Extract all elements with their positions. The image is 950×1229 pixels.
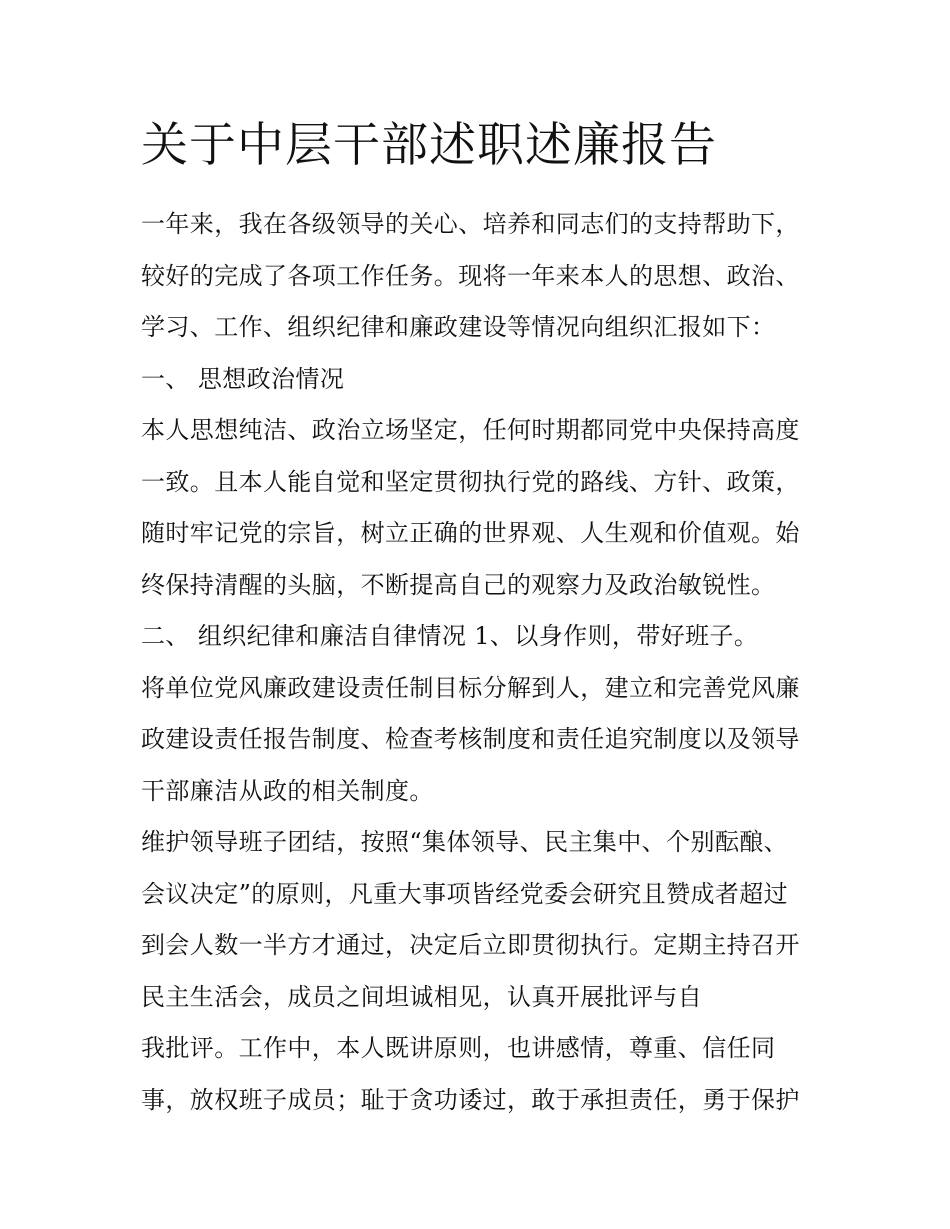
body-line: 一年来，我在各级领导的关心、培养和同志们的支持帮助下， — [141, 210, 800, 238]
body-line: 学习、工作、组织纪律和廉政建设等情况向组织汇报如下： — [141, 313, 776, 341]
body-line: 本人思想纯洁、政治立场坚定，任何时期都同党中央保持高度 — [141, 416, 800, 444]
body-line: 事，放权班子成员；耻于贪功诿过，敢于承担责任，勇于保护 — [141, 1085, 800, 1114]
body-line: 到会人数一半方才通过，决定后立即贯彻执行。定期主持召开 — [141, 931, 800, 959]
document-body — [141, 199, 821, 1126]
body-line: 干部廉洁从政的相关制度。 — [141, 776, 434, 805]
body-line: 我批评。工作中，本人既讲原则，也讲感情，尊重、信任同 — [141, 1034, 776, 1062]
body-line: 维护领导班子团结，按照“集体领导、民主集中、个别酝酿、 — [141, 828, 789, 856]
body-line: 一致。且本人能自觉和坚定贯彻执行党的路线、方针、政策， — [141, 467, 800, 496]
section-heading-2: 二、 组织纪律和廉洁自律情况 1、以身作则，带好班子。 — [141, 622, 759, 650]
body-line: 政建设责任报告制度、检查考核制度和责任追究制度以及领导 — [141, 725, 800, 753]
body-line: 终保持清醒的头脑，不断提高自己的观察力及政治敏锐性。 — [141, 570, 776, 599]
body-line: 将单位党风廉政建设责任制目标分解到人，建立和完善党风廉 — [141, 673, 800, 702]
document-title: 关于中层干部述职述廉报告 — [141, 118, 717, 173]
body-line: 民主生活会，成员之间坦诚相见，认真开展批评与自 — [141, 982, 703, 1011]
section-heading-1: 一、 思想政治情况 — [141, 364, 345, 393]
body-line: 随时牢记党的宗旨，树立正确的世界观、人生观和价值观。始 — [141, 519, 800, 547]
body-line: 较好的完成了各项工作任务。现将一年来本人的思想、政治、 — [141, 261, 800, 290]
body-line: 会议决定”的原则，凡重大事项皆经党委会研究且赞成者超过 — [141, 879, 789, 908]
